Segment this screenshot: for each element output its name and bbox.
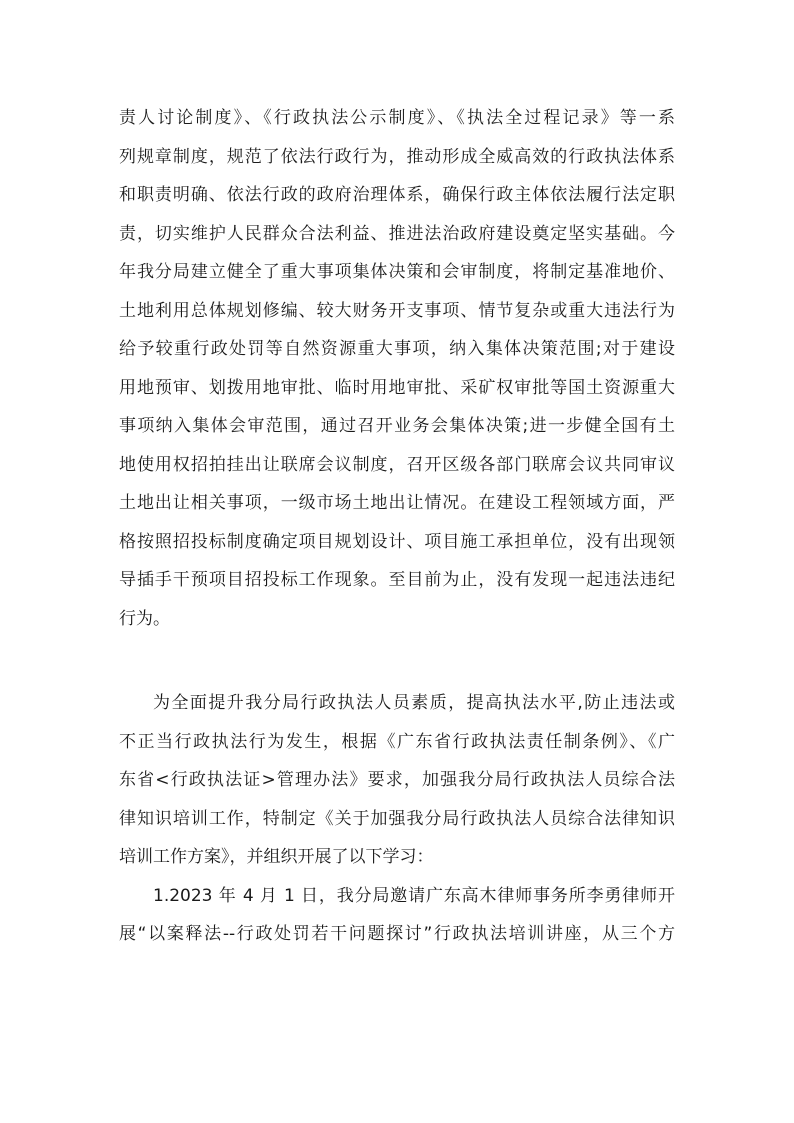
text-line: 事项纳入集体会审范围，通过召开业务会集体决策;进一步健全国有土 bbox=[119, 416, 675, 436]
text-line: 给予较重行政处罚等自然资源重大事项，纳入集体决策范围;对于建设 bbox=[119, 339, 675, 359]
text-line: 律知识培训工作，特制定《关于加强我分局行政执法人员综合法律知识 bbox=[119, 808, 675, 829]
paragraph-3 bbox=[119, 877, 675, 954]
paragraph-2 bbox=[119, 684, 675, 877]
text-line: 培训工作方案》，并组织开展了以下学习： bbox=[119, 847, 434, 867]
text-line: 年我分局建立健全了重大事项集体决策和会审制度，将制定基准地价、 bbox=[119, 262, 675, 282]
text-line: 展“以案释法--行政处罚若干问题探讨”行政执法培训讲座，从三个方 bbox=[119, 924, 675, 944]
text-line: 土地利用总体规划修编、较大财务开支事项、情节复杂或重大违法行为 bbox=[119, 300, 675, 321]
text-line: 1.2023 年 4 月 1 日，我分局邀请广东高木律师事务所李勇律师开 bbox=[153, 885, 675, 906]
text-line: 为全面提升我分局行政执法人员素质，提高执法水平,防止违法或 bbox=[153, 693, 675, 713]
text-line: 导插手干预项目招投标工作现象。至目前为止，没有发现一起违法违纪 bbox=[119, 570, 675, 590]
text-line: 格按照招投标制度确定项目规划设计、项目施工承担单位，没有出现领 bbox=[119, 531, 675, 552]
text-line: 责，切实维护人民群众合法利益、推进法治政府建设奠定坚实基础。今 bbox=[119, 223, 675, 244]
paragraph-gap bbox=[119, 638, 675, 684]
text-line: 不正当行政执法行为发生，根据《广东省行政执法责任制条例》、《广 bbox=[119, 731, 675, 752]
text-line: 列规章制度，规范了依法行政行为，推动形成全威高效的行政执法体系 bbox=[119, 146, 675, 167]
text-line: 责人讨论制度》、《行政执法公示制度》、《执法全过程记录》等一系 bbox=[119, 108, 675, 128]
document-body bbox=[119, 99, 675, 954]
text-line: 土地出让相关事项，一级市场土地出让情况。在建设工程领域方面，严 bbox=[119, 493, 675, 513]
text-line: 行为。 bbox=[119, 608, 170, 629]
text-line: 东省<行政执法证>管理办法》要求，加强我分局行政执法人员综合法 bbox=[119, 770, 675, 790]
paragraph-1 bbox=[119, 99, 675, 638]
text-line: 用地预审、划拨用地审批、临时用地审批、采矿权审批等国土资源重大 bbox=[119, 377, 675, 398]
text-line: 地使用权招拍挂出让联席会议制度，召开区级各部门联席会议共同审议 bbox=[119, 454, 675, 475]
text-line: 和职责明确、依法行政的政府治理体系，确保行政主体依法履行法定职 bbox=[119, 185, 675, 205]
